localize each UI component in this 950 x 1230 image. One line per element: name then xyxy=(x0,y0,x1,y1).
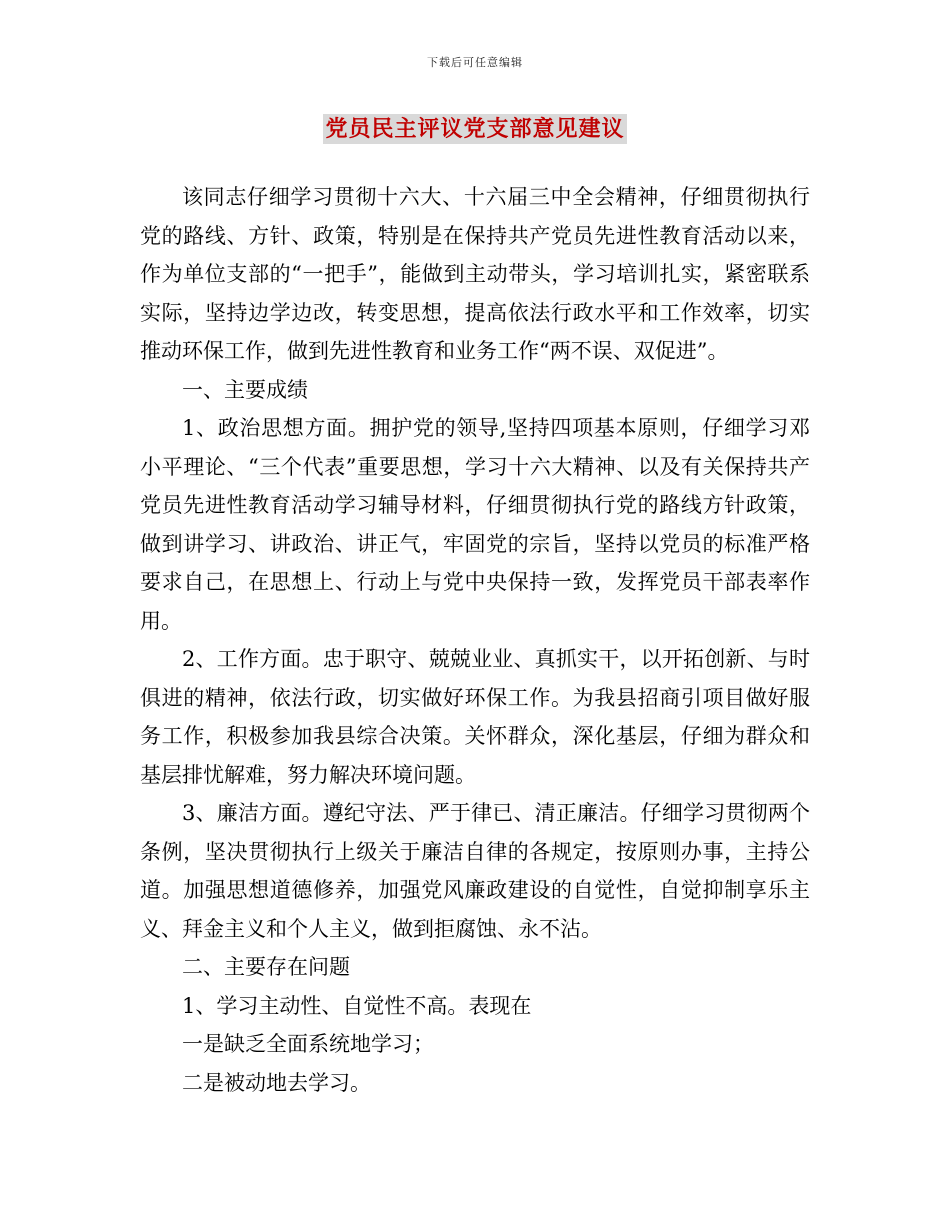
paragraph-integrity: 3、廉洁方面。遵纪守法、严于律已、清正廉洁。仔细学习贯彻两个条例，坚决贯彻执行上级关于廉洁自律的各规定，按原则办事，主持公道。加强思想道德修养，加强党风廉政建设的自觉性，自觉抑制享乐主义、拜金主义和个人主义，做到拒腐蚀、永不沾。 xyxy=(140,801,810,941)
paragraph-intro: 该同志仔细学习贯彻十六大、十六届三中全会精神，仔细贯彻执行党的路线、方针、政策，特别是在保持共产党员先进性教育活动以来，作为单位支部的“一把手”，能做到主动带头，学习培训扎实，紧密联系实际，坚持边学边改，转变思想，提高依法行政水平和工作效率，切实推动环保工作，做到先进性教育和业务工作“两不误、双促进”。 xyxy=(140,185,810,363)
section-heading-achievements: 一、主要成绩 xyxy=(182,377,308,402)
document-title-block xyxy=(0,114,950,144)
document-title: 党员民主评议党支部意见建议 xyxy=(325,116,625,142)
paragraph-problem-one: 一是缺乏全面系统地学习； xyxy=(182,1032,434,1056)
paragraph-political-thought: 1、政治思想方面。拥护党的领导,坚持四项基本原则，仔细学习邓小平理论、“三个代表”重要思想，学习十六大精神、以及有关保持共产党员先进性教育活动学习辅导材料，仔细贯彻执行党的路线方针政策，做到讲学习、讲政治、讲正气，牢固党的宗旨，坚持以党员的标准严格要求自己，在思想上、行动上与党中央保持一致，发挥党员干部表率作用。 xyxy=(140,416,810,633)
document-body xyxy=(140,178,810,1102)
section-heading-problems: 二、主要存在问题 xyxy=(182,955,350,979)
paragraph-learning-initiative: 1、学习主动性、自觉性不高。表现在 xyxy=(182,993,532,1018)
paragraph-problem-two: 二是被动地去学习。 xyxy=(182,1070,371,1095)
header-note: 下载后可任意编辑 xyxy=(427,56,523,69)
paragraph-work: 2、工作方面。忠于职守、兢兢业业、真抓实干，以开拓创新、与时俱进的精神，依法行政，切实做好环保工作。为我县招商引项目做好服务工作，积极参加我县综合决策。关怀群众，深化基层，仔细为群众和基层排忧解难，努力解决环境问题。 xyxy=(140,647,810,787)
